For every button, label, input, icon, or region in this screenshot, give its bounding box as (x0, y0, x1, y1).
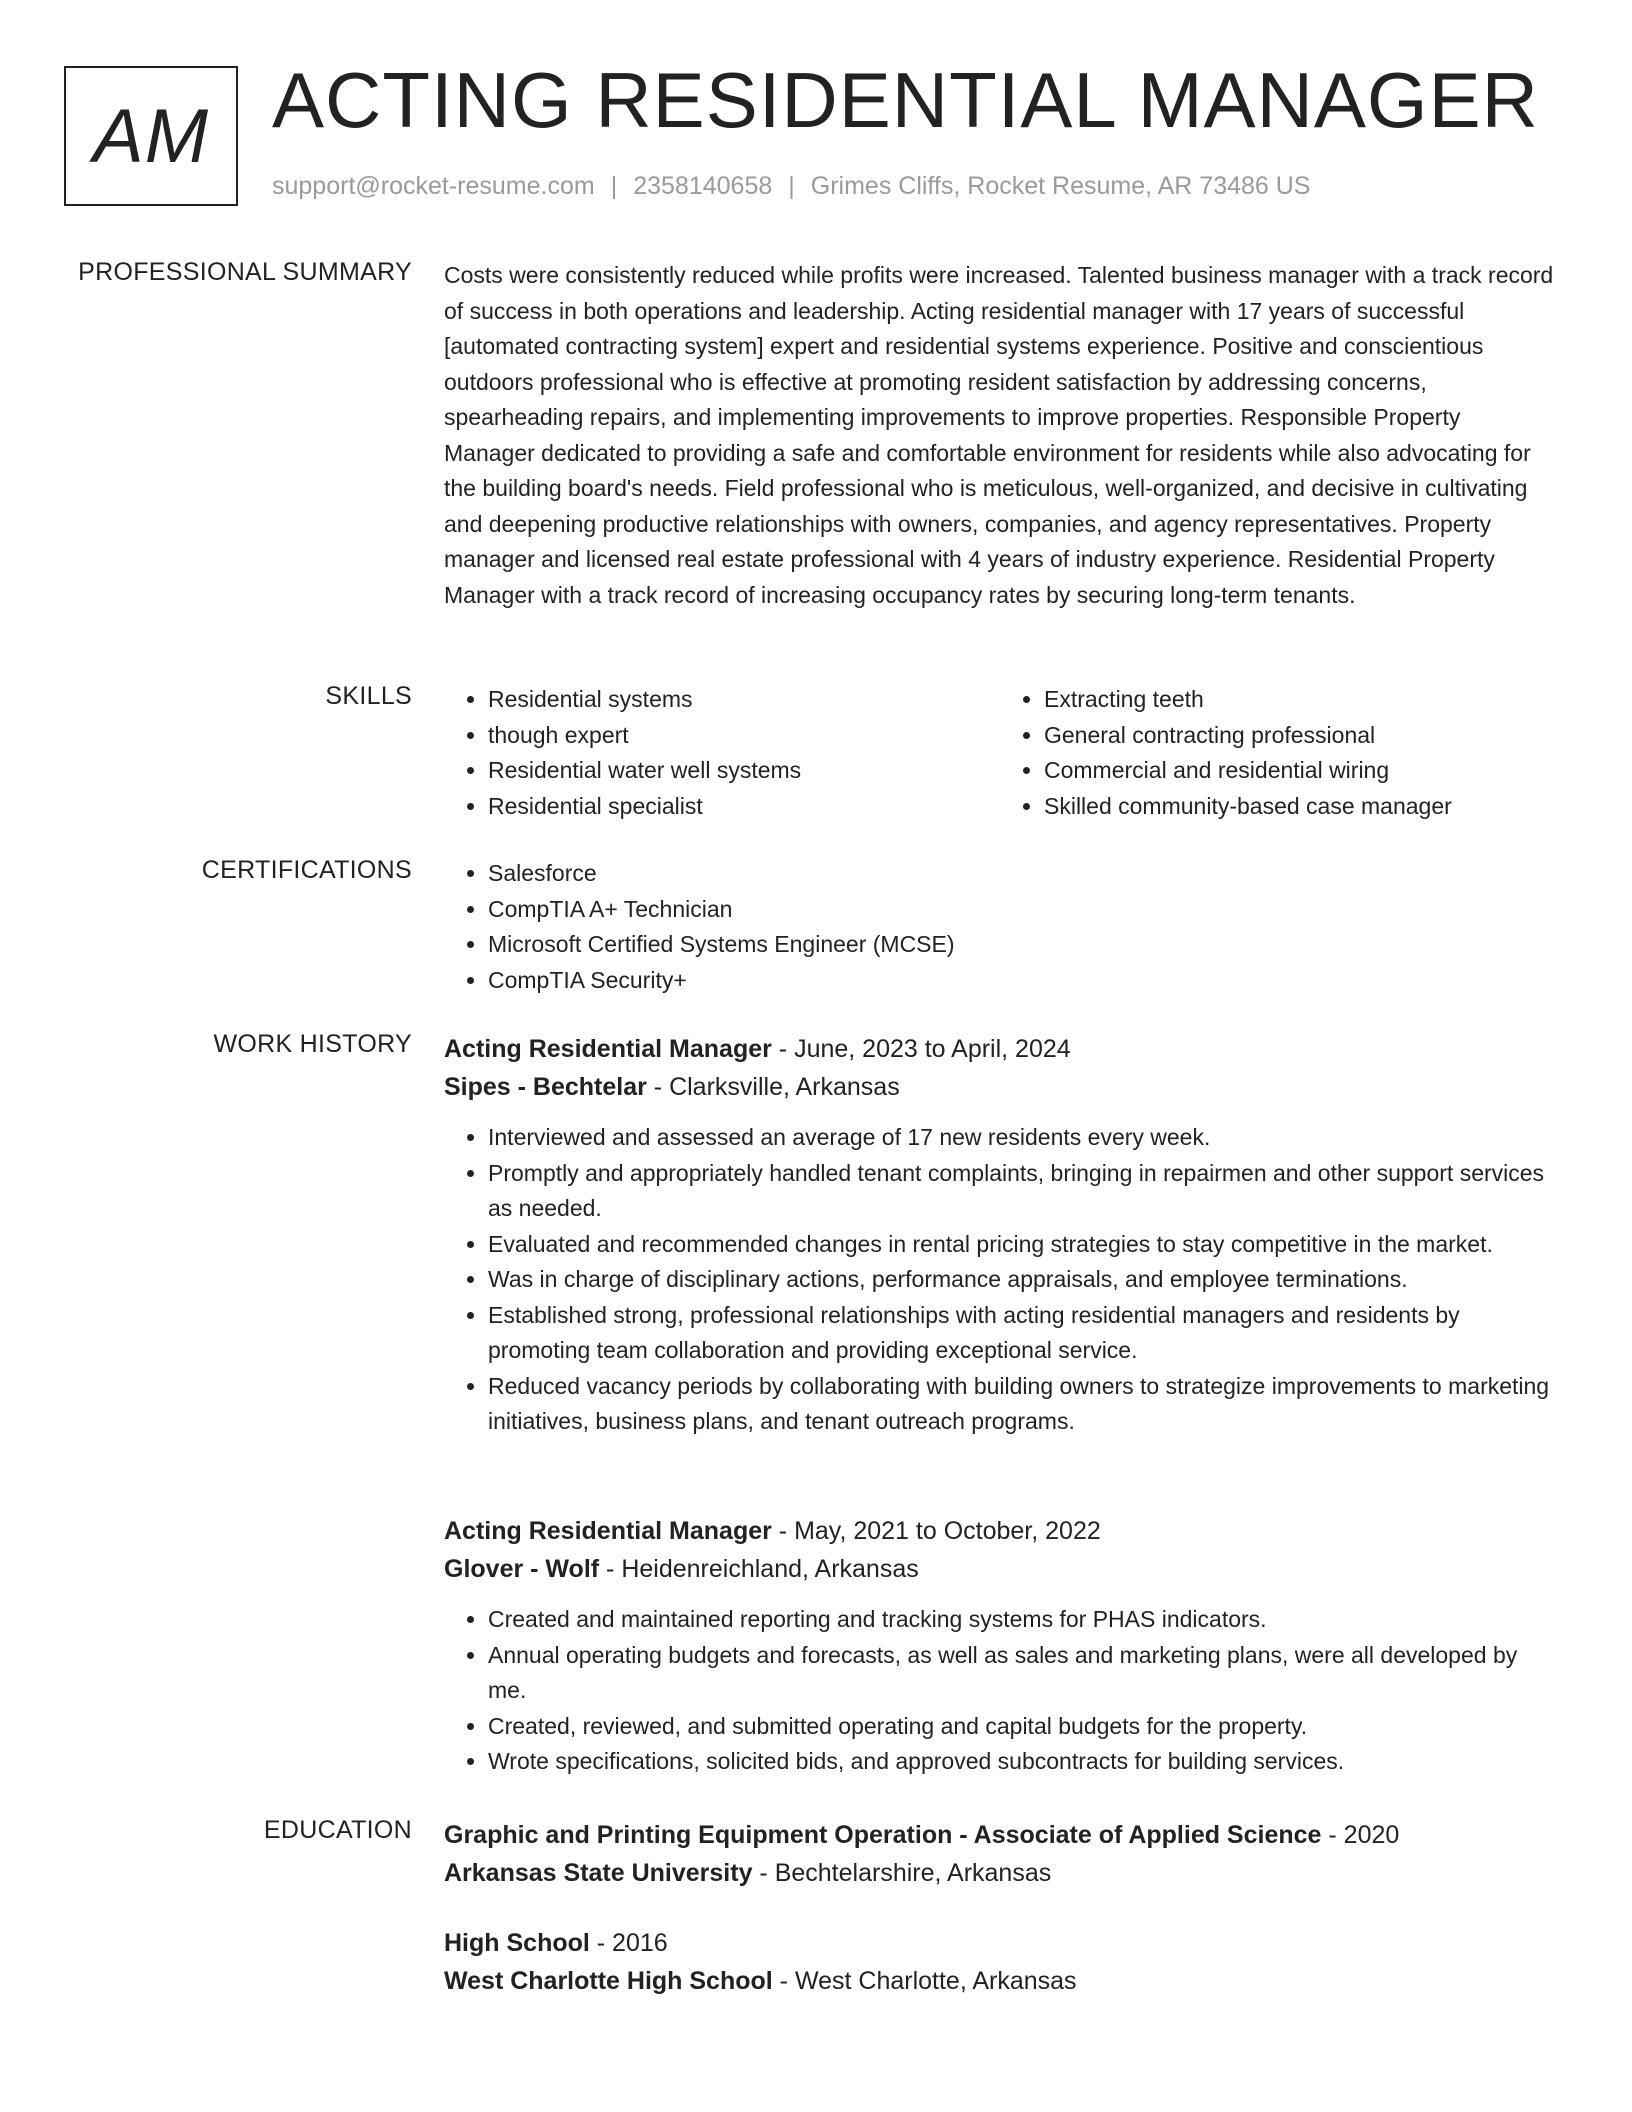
certification-item: • Salesforce (488, 856, 1556, 892)
skills-column-left (444, 682, 1000, 824)
education-degree-line (444, 1816, 1556, 1854)
job-bullets (444, 1602, 1556, 1780)
section-label-certifications: CERTIFICATIONS (201, 856, 412, 884)
job-bullet: • Promptly and appropriately handled tenant complaints, bringing in repairmen and other support services as needed. (488, 1156, 1556, 1227)
job-dates: - June, 2023 to April, 2024 (771, 1035, 1071, 1063)
contact-email[interactable]: support@rocket-resume.com (272, 172, 595, 200)
job-title-line (444, 1030, 1556, 1068)
education-school: Arkansas State University (444, 1859, 753, 1887)
job-bullet: • Created and maintained reporting and tracking systems for PHAS indicators. (488, 1602, 1556, 1638)
education-entry (444, 1924, 1556, 2000)
education-school: West Charlotte High School (444, 1967, 773, 1995)
page-title: ACTING RESIDENTIAL MANAGER (272, 56, 1539, 144)
section-label-education: EDUCATION (263, 1816, 412, 1844)
skill-item: • General contracting professional (1044, 718, 1556, 754)
job-bullets (444, 1120, 1556, 1440)
job-title-line (444, 1512, 1556, 1550)
job-bullet: • Wrote specifications, solicited bids, and approved subcontracts for building services. (488, 1744, 1556, 1780)
skills-list (444, 682, 1556, 824)
skill-item: • Residential specialist (488, 789, 1000, 825)
job-bullet: • Annual operating budgets and forecasts, as well as sales and marketing plans, were all developed by me. (488, 1638, 1556, 1709)
section-label-summary: PROFESSIONAL SUMMARY (78, 258, 412, 286)
job-entry (444, 1030, 1556, 1440)
contact-separator: | (788, 172, 795, 200)
education-degree: Graphic and Printing Equipment Operation - Associate of Applied Science (444, 1821, 1322, 1849)
education-degree: High School (444, 1929, 590, 1957)
job-bullet: • Interviewed and assessed an average of 17 new residents every week. (488, 1120, 1556, 1156)
education-degree-line (444, 1924, 1556, 1962)
job-bullet: • Created, reviewed, and submitted operating and capital budgets for the property. (488, 1709, 1556, 1745)
certifications-list (444, 856, 1556, 998)
education-school-line (444, 1962, 1556, 2000)
section-label-skills: SKILLS (325, 682, 412, 710)
section-label-work-history: WORK HISTORY (213, 1030, 412, 1058)
skill-item: • Extracting teeth (1044, 682, 1556, 718)
skill-item: • Residential water well systems (488, 753, 1000, 789)
summary-text: Costs were consistently reduced while profits were increased. Talented business manager with a track record of success in both operations and leadership. Acting residential manager with 17 years of successful [automated contracting system] expert and residential systems experience. Positive and conscientious outdoors professional who is effective at promoting resident satisfaction by addressing concerns, spearheading repairs, and implementing improvements to improve properties. Responsible Property Manager dedicated to providing a safe and comfortable environment for residents while also advocating for the building board's needs. Field professional who is meticulous, well-organized, and decisive in cultivating and deepening productive relationships with owners, companies, and agency representatives. Property manager and licensed real estate professional with 4 years of industry experience. Residential Property Manager with a track record of increasing occupancy rates by securing long-term tenants. (444, 262, 1554, 608)
job-bullet: • Reduced vacancy periods by collaborating with building owners to strategize improvements to marketing initiatives, business plans, and tenant outreach programs. (488, 1369, 1556, 1440)
job-company: Sipes - Bechtelar (444, 1073, 647, 1101)
skills-column-right (1000, 682, 1556, 824)
job-location: - Heidenreichland, Arkansas (599, 1555, 919, 1583)
job-bullet: • Evaluated and recommended changes in rental pricing strategies to stay competitive in the market. (488, 1227, 1556, 1263)
job-company: Glover - Wolf (444, 1555, 600, 1583)
job-location: - Clarksville, Arkansas (646, 1073, 900, 1101)
skill-item: • though expert (488, 718, 1000, 754)
job-entry (444, 1512, 1556, 1780)
job-bullet: • Established strong, professional relationships with acting residential managers and residents by promoting team collaboration and providing exceptional service. (488, 1298, 1556, 1369)
certification-item: • CompTIA Security+ (488, 963, 1556, 999)
education-school-line (444, 1854, 1556, 1892)
contact-separator: | (610, 172, 618, 200)
education-entry (444, 1816, 1556, 1892)
job-dates: - May, 2021 to October, 2022 (771, 1517, 1101, 1545)
monogram-logo: AM (64, 66, 238, 206)
skill-item: • Commercial and residential wiring (1044, 753, 1556, 789)
certification-item: • Microsoft Certified Systems Engineer (MCSE) (488, 927, 1556, 963)
job-company-line (444, 1068, 1556, 1106)
job-title: Acting Residential Manager (444, 1035, 772, 1063)
contact-address: Grimes Cliffs, Rocket Resume, AR 73486 US (810, 172, 1311, 200)
job-company-line (444, 1550, 1556, 1588)
contact-line (272, 172, 1311, 201)
education-year: - 2020 (1321, 1821, 1400, 1849)
skill-item: • Skilled community-based case manager (1044, 789, 1556, 825)
education-year: - 2016 (589, 1929, 668, 1957)
education-location: - West Charlotte, Arkansas (772, 1967, 1077, 1995)
education-location: - Bechtelarshire, Arkansas (752, 1859, 1052, 1887)
job-title: Acting Residential Manager (444, 1517, 772, 1545)
job-bullet: • Was in charge of disciplinary actions, performance appraisals, and employee terminations. (488, 1262, 1556, 1298)
skill-item: • Residential systems (488, 682, 1000, 718)
certification-item: • CompTIA A+ Technician (488, 892, 1556, 928)
contact-phone[interactable]: 2358140658 (633, 172, 773, 200)
